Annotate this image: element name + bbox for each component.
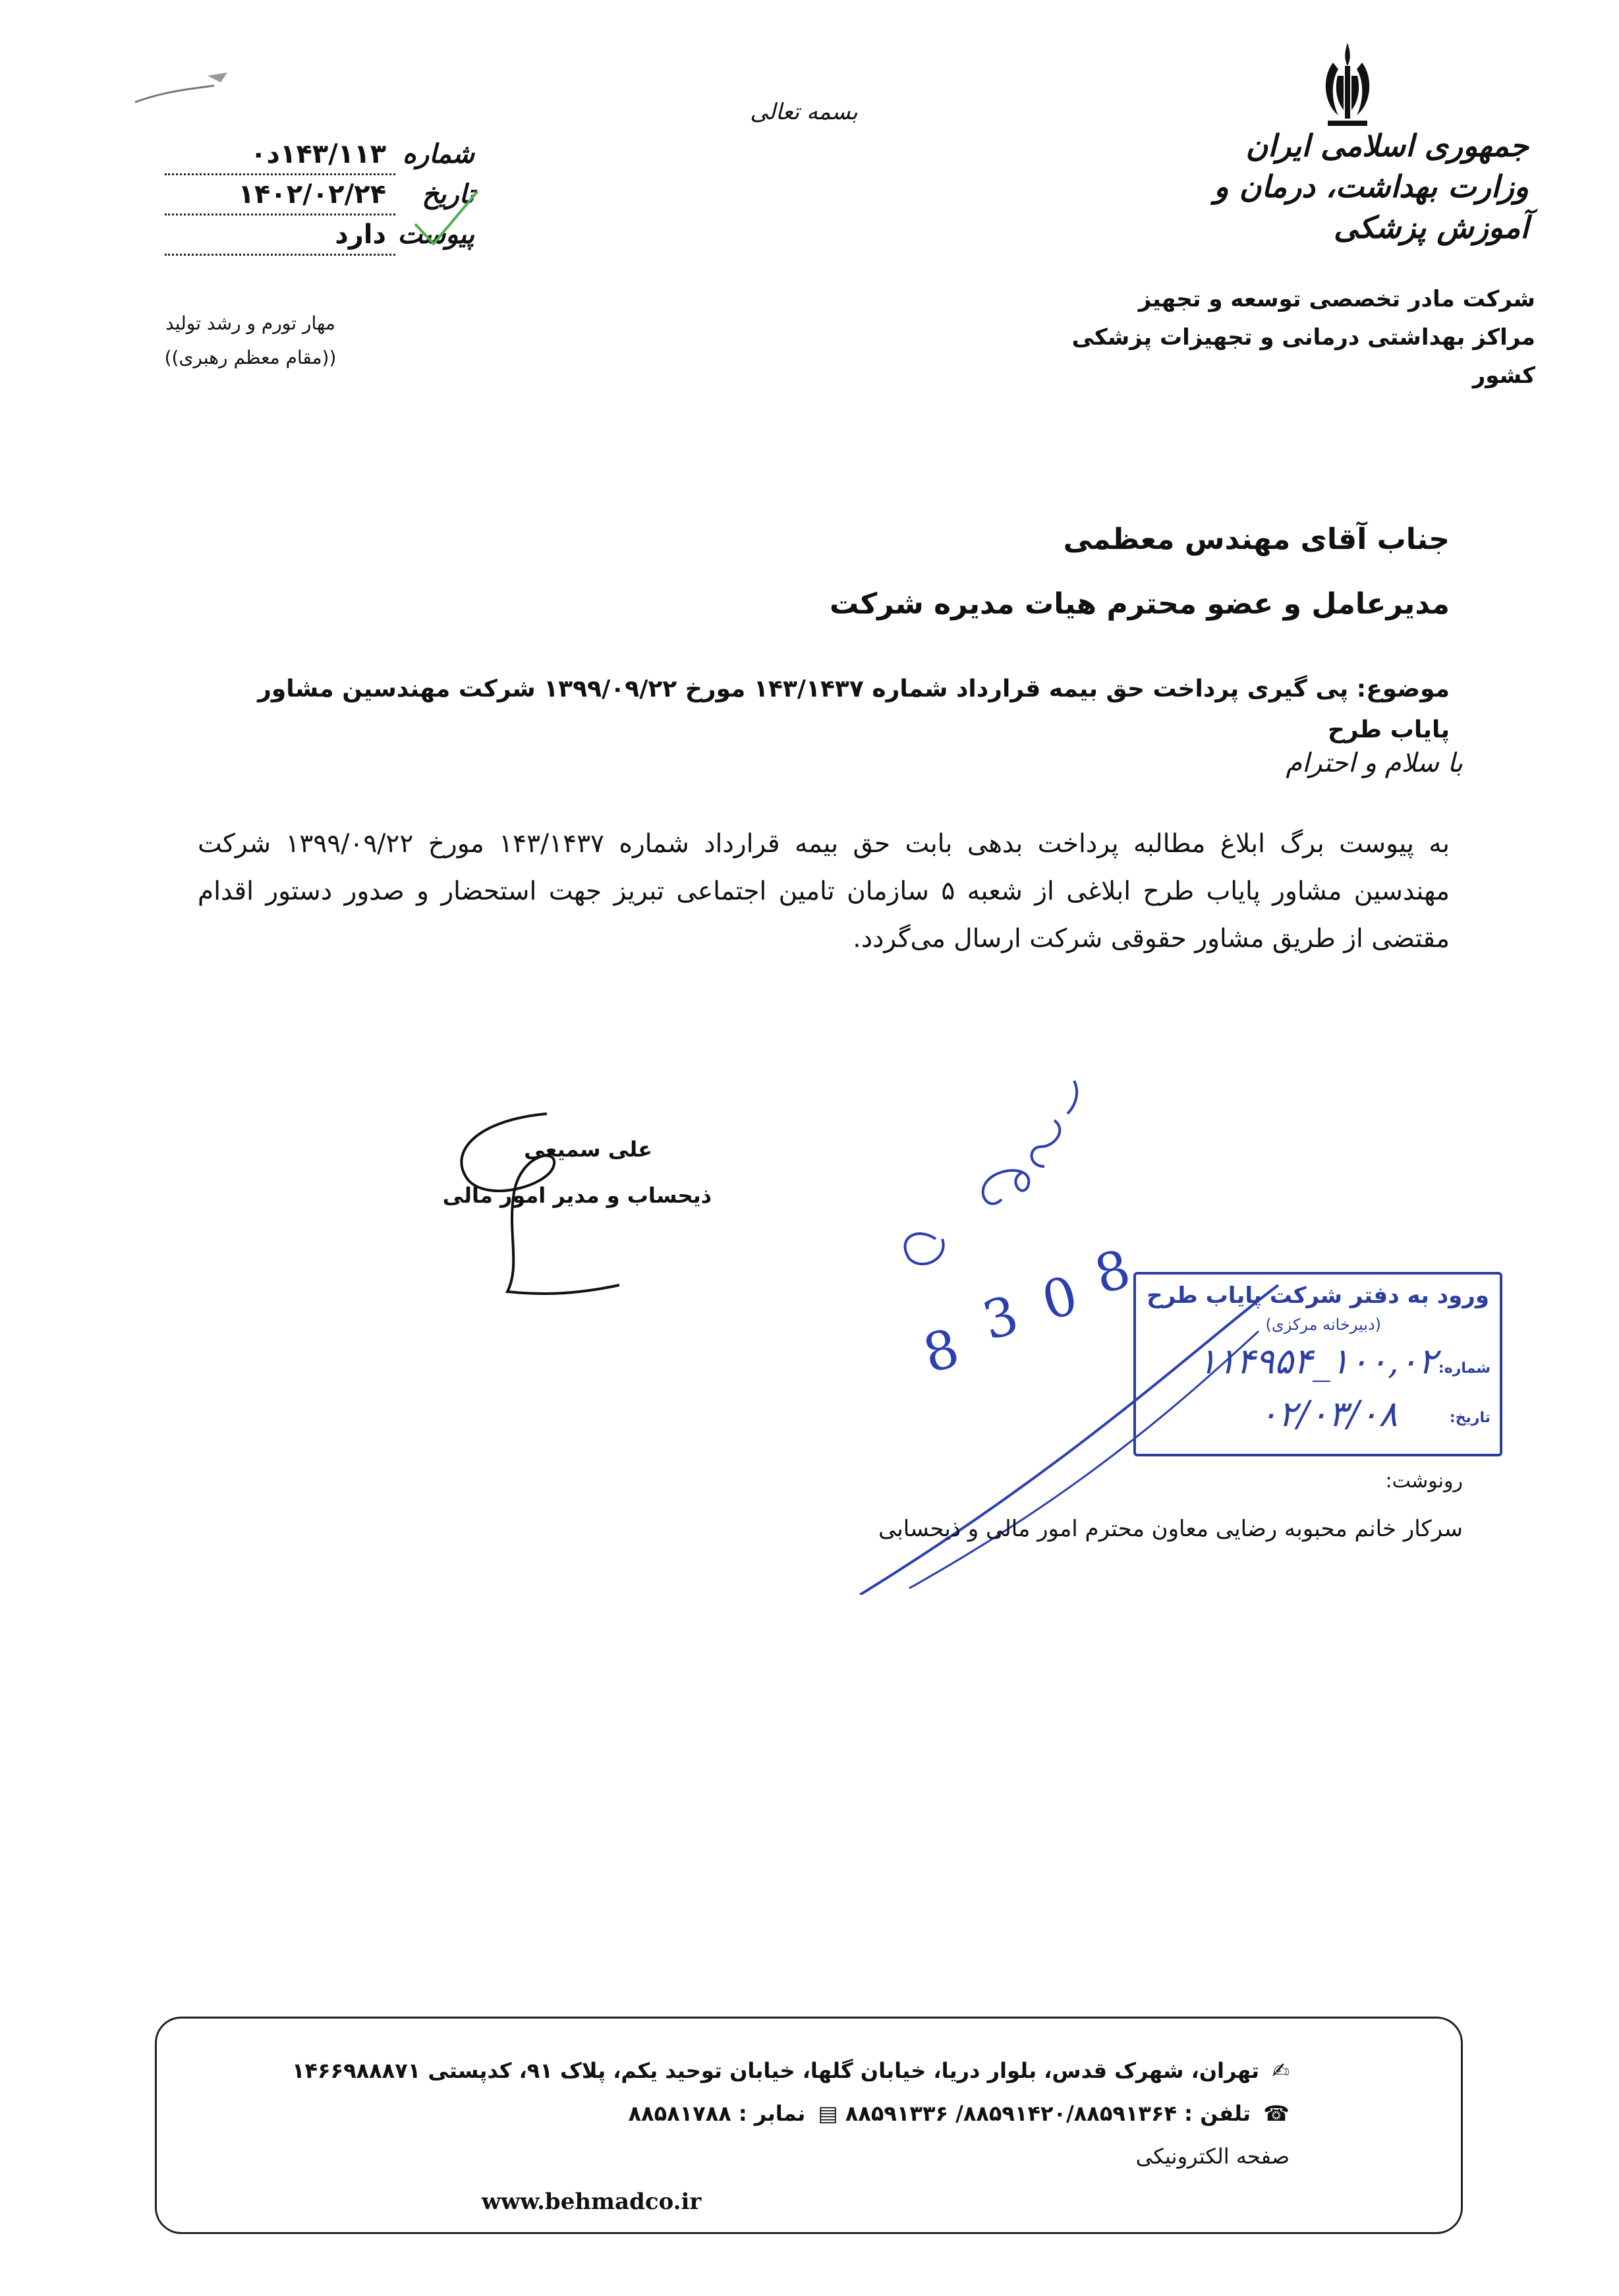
letter-footer: [155, 2017, 1463, 2234]
attachment-label: پیوست: [397, 219, 474, 250]
fax-number: ۸۸۵۸۱۷۸۸: [628, 2101, 731, 2126]
pen-icon: ✍: [1272, 2058, 1290, 2083]
footer-web-line: [157, 2144, 1461, 2169]
footer-address: تهران، شهرک قدس، بلوار دریا، خیابان گلها، خیابان توحید یکم، پلاک ۹۱، کدپستی ۱۴۶۶۹۸۸۸۷۱: [291, 2058, 1260, 2083]
motto-line-2: ((مقام معظم رهبری)): [164, 347, 337, 368]
fax-icon: ▤: [818, 2101, 838, 2126]
phone-icon: ☎: [1263, 2101, 1290, 2126]
company-line-2: مراکز بهداشتی درمانی و تجهیزات پزشکی کشور: [1071, 324, 1535, 389]
website-link[interactable]: www.behmadco.ir: [481, 2189, 702, 2215]
check-mark-icon: [409, 181, 481, 254]
signer-name: علی سمیعی: [524, 1137, 652, 1162]
addressee-name: جناب آقای مهندس معظمی: [1063, 523, 1450, 556]
svg-text:3: 3: [976, 1284, 1025, 1352]
footer-phone-line: [157, 2101, 1461, 2126]
stamp-subtitle: (دبیرخانه مرکزی): [1265, 1315, 1381, 1334]
attachment-value: دارد: [165, 215, 395, 256]
phone-numbers: ۸۸۵۹۱۴۲۰/۸۸۵۹۱۳۶۴/ ۸۸۵۹۱۳۳۶: [845, 2101, 1178, 2126]
letter-number: ۱۴۳/۱۱۳د۰: [165, 135, 395, 175]
phone-label: تلفن :: [1184, 2101, 1251, 2126]
signer-title: ذیحساب و مدیر امور مالی: [442, 1183, 712, 1208]
addressee-position: مدیرعامل و عضو محترم هیات مدیره شرکت: [830, 587, 1450, 621]
letter-body: به پیوست برگ ابلاغ مطالبه پرداخت بدهی بابت حق بیمه قرارداد شماره ۱۴۳/۱۴۳۷ مورخ ۱۳۹۹/۰۹/۲۲ شرکت مهندسین مشاور پایاب طرح ابلاغی از شعبه ۵ سازمان تامین اجتماعی تبریز جهت استحضار و صدور دستور اقدام مقتضی از طریق مشاور حقوقی شرکت ارسال می‌گردد.: [198, 829, 1450, 954]
fax-label: نمابر :: [738, 2101, 806, 2126]
pen-scribble-mark: [128, 63, 241, 115]
ministry-line-1: جمهوری اسلامی ایران: [1245, 128, 1529, 163]
bismillah-heading: بسمه تعالی: [750, 99, 858, 125]
stamp-number: ۱۰۰,۰۲_۱۱۴۹۵۴: [1197, 1340, 1437, 1382]
svg-text:8: 8: [1088, 1238, 1137, 1306]
web-label: صفحه الکترونیکی: [1135, 2144, 1290, 2169]
footer-website-line: [157, 2189, 1461, 2215]
letter-subject: موضوع: پی گیری پرداخت حق بیمه قرارداد شماره ۱۴۳/۱۴۳۷ مورخ ۱۳۹۹/۰۹/۲۲ شرکت مهندسین مشاور پایاب طرح: [258, 675, 1450, 743]
stamp-title: ورود به دفتر شرکت پایاب طرح: [1147, 1282, 1489, 1309]
letter-date: ۱۴۰۲/۰۲/۲۴: [165, 175, 395, 215]
stamp-date: ۰۲/۰۳/۰۸: [1259, 1393, 1398, 1435]
company-line-1: شرکت مادر تخصصی توسعه و تجهیز: [1138, 286, 1535, 312]
iran-emblem-icon: [1308, 36, 1387, 135]
date-label: تاریخ: [422, 179, 474, 210]
motto: [105, 306, 395, 375]
greeting: با سلام و احترام: [1286, 748, 1463, 778]
ministry-header: [1133, 125, 1529, 248]
svg-text:0: 0: [1035, 1264, 1084, 1333]
cc-recipient: سرکار خانم محبوبه رضایی معاون محترم امور مالی و ذیحسابی: [878, 1516, 1463, 1542]
motto-line-1: مهار تورم و رشد تولید: [165, 312, 335, 334]
ministry-line-2: وزارت بهداشت، درمان و آموزش پزشکی: [1214, 169, 1529, 245]
number-row: [165, 135, 474, 175]
company-header: [1028, 280, 1535, 395]
cc-label: رونوشت:: [1385, 1470, 1463, 1493]
received-stamp: [1133, 1272, 1502, 1456]
stamp-number-label: شماره:: [1438, 1360, 1491, 1377]
addressee: [791, 507, 1450, 637]
number-label: شماره: [402, 138, 474, 169]
footer-address-line: [157, 2058, 1461, 2083]
svg-text:8: 8: [917, 1317, 965, 1385]
stamp-date-label: تاریخ:: [1449, 1410, 1491, 1426]
